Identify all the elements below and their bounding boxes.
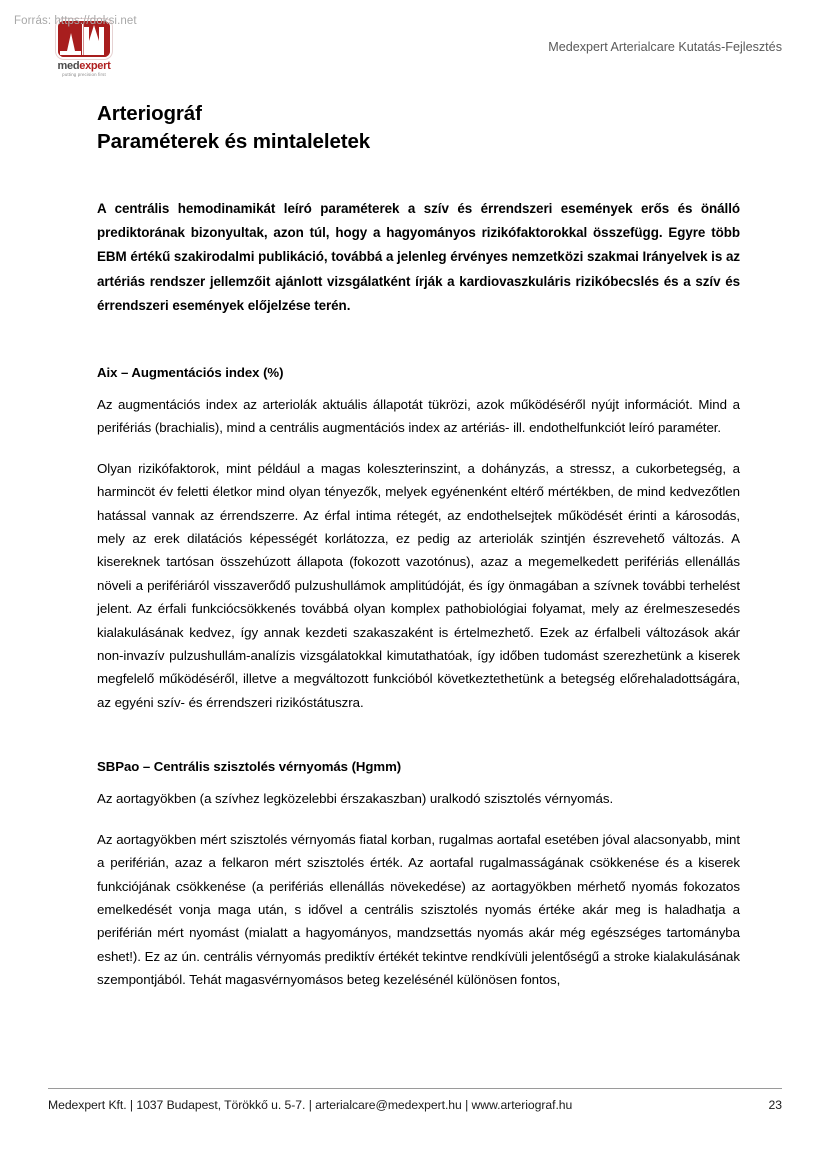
footer-page-number: 23 — [768, 1098, 782, 1112]
logo-word-med: med — [57, 60, 80, 72]
logo-word-expert: expert — [79, 60, 111, 72]
lead-paragraph: A centrális hemodinamikát leíró paraméterek a szív és érrendszeri események erős és önálló prediktorának bizonyultak, azon túl, hogy a hagyományos rizikófaktorokkal összefügg. Egyre több EBM értékű szakirodalmi publikáció, továbbá a jelenleg érvényes nemzetközi szakmai Irányelvek is az artériás rendszer jellemzőit ajánlott vizsgálatként írják a kardiovaszkuláris rizikóbecslés és a szív és érrendszeri események előjelzése terén. — [97, 201, 740, 313]
source-watermark: Forrás: https://doksi.net — [14, 15, 137, 27]
page-title-line-2: Paraméterek és mintaleletek — [97, 130, 371, 153]
medexpert-logo — [52, 21, 116, 77]
aix-paragraph-2: Olyan rizikófaktorok, mint például a magas koleszterinszint, a dohányzás, a stressz, a cukorbetegség, a harmincöt év feletti életkor mind olyan tényezők, melyek egyénenként eltérő mértékben, de mind kedvezőtlen hatással vannak az érrendszerre. Az érfal intima rétegét, az endothelsejtek működését érinti a károsodás, mely az erek dilatációs képességét korlátozza, ez pedig az arteriolák szintjén észrevehető változás. A kisereknek tartósan összehúzott állapota (fokozott vazotónus), azaz a megemelkedett perifériás ellenállás növeli a perifériáról visszaverődő pulzushullámok amplitúdóját, és így önmagában a szívnek további terhelést jelent. Az érfali funkciócsökkenés továbbá olyan komplex pathobiológiai folyamat, mely az érelmeszesedés kialakulásának kedvez, így annak kezdeti szakaszaként is értelmezhető. Ezek az érfalbeli változások akár non-invazív pulzushullám-analízis vizsgálatokkal kimutathatóak, így időben tudomást szerezhetünk a kiserek megfelelő működéséről, illetve a megváltozott funkcióból következtethetünk a betegség előrehaladottságára, az egyéni szív- és érrendszeri rizikóstátuszra. — [97, 460, 740, 710]
document-body — [97, 100, 740, 992]
header-title: Medexpert Arterialcare Kutatás-Fejlesztés — [548, 40, 782, 54]
logo-wordmark — [52, 60, 116, 72]
page-title — [97, 100, 740, 156]
aix-paragraph-1: Az augmentációs index az arteriolák aktuális állapotát tükrözi, azok működéséről nyújt információt. Mind a perifériás (brachialis), mind a centrális augmentációs index az artériás- ill. endothelfunkciót leíró paraméter. — [97, 397, 740, 436]
page-title-line-1: Arteriográf — [97, 102, 202, 125]
sbpao-paragraph-2: Az aortagyökben mért szisztolés vérnyomás fiatal korban, rugalmas aortafal esetében jóval alacsonyabb, mint a periférián, azaz a felkaron mért szisztolés érték. Az aortafal rugalmasságának csökkenése és a kiserek funkciójának csökkenése (a perifériás ellenállás növekedése) az aortagyökben mérhető nyomás fokozatos emelkedését vonja maga után, s idővel a centrális szisztolés nyomás értéke akár meg is haladhatja a periférián mért nyomást (mialatt a hagyományos, mandzsettás nyomás akár még egészséges tartományba eshet!). Ez az ún. centrális vérnyomás prediktív értékét tekintve rendkívüli jelentőségű a stroke kialakulásának szempontjából. Tehát magasvérnyomásos beteg kezelésénél különösen fontos, — [97, 831, 740, 988]
section-heading-aix: Aix – Augmentációs index (%) — [97, 365, 284, 381]
logo-tagline: putting precision first — [62, 72, 106, 77]
footer-contact-text: Medexpert Kft. | 1037 Budapest, Törökkő u. 5-7. | arterialcare@medexpert.hu | www.arteriograf.hu — [48, 1098, 573, 1112]
page-footer — [48, 1088, 782, 1112]
page-header — [0, 0, 827, 92]
section-heading-sbpao: SBPao – Centrális szisztolés vérnyomás (Hgmm) — [97, 759, 402, 775]
sbpao-paragraph-1: Az aortagyökben (a szívhez legközelebbi érszakaszban) uralkodó szisztolés vérnyomás. — [97, 791, 614, 807]
